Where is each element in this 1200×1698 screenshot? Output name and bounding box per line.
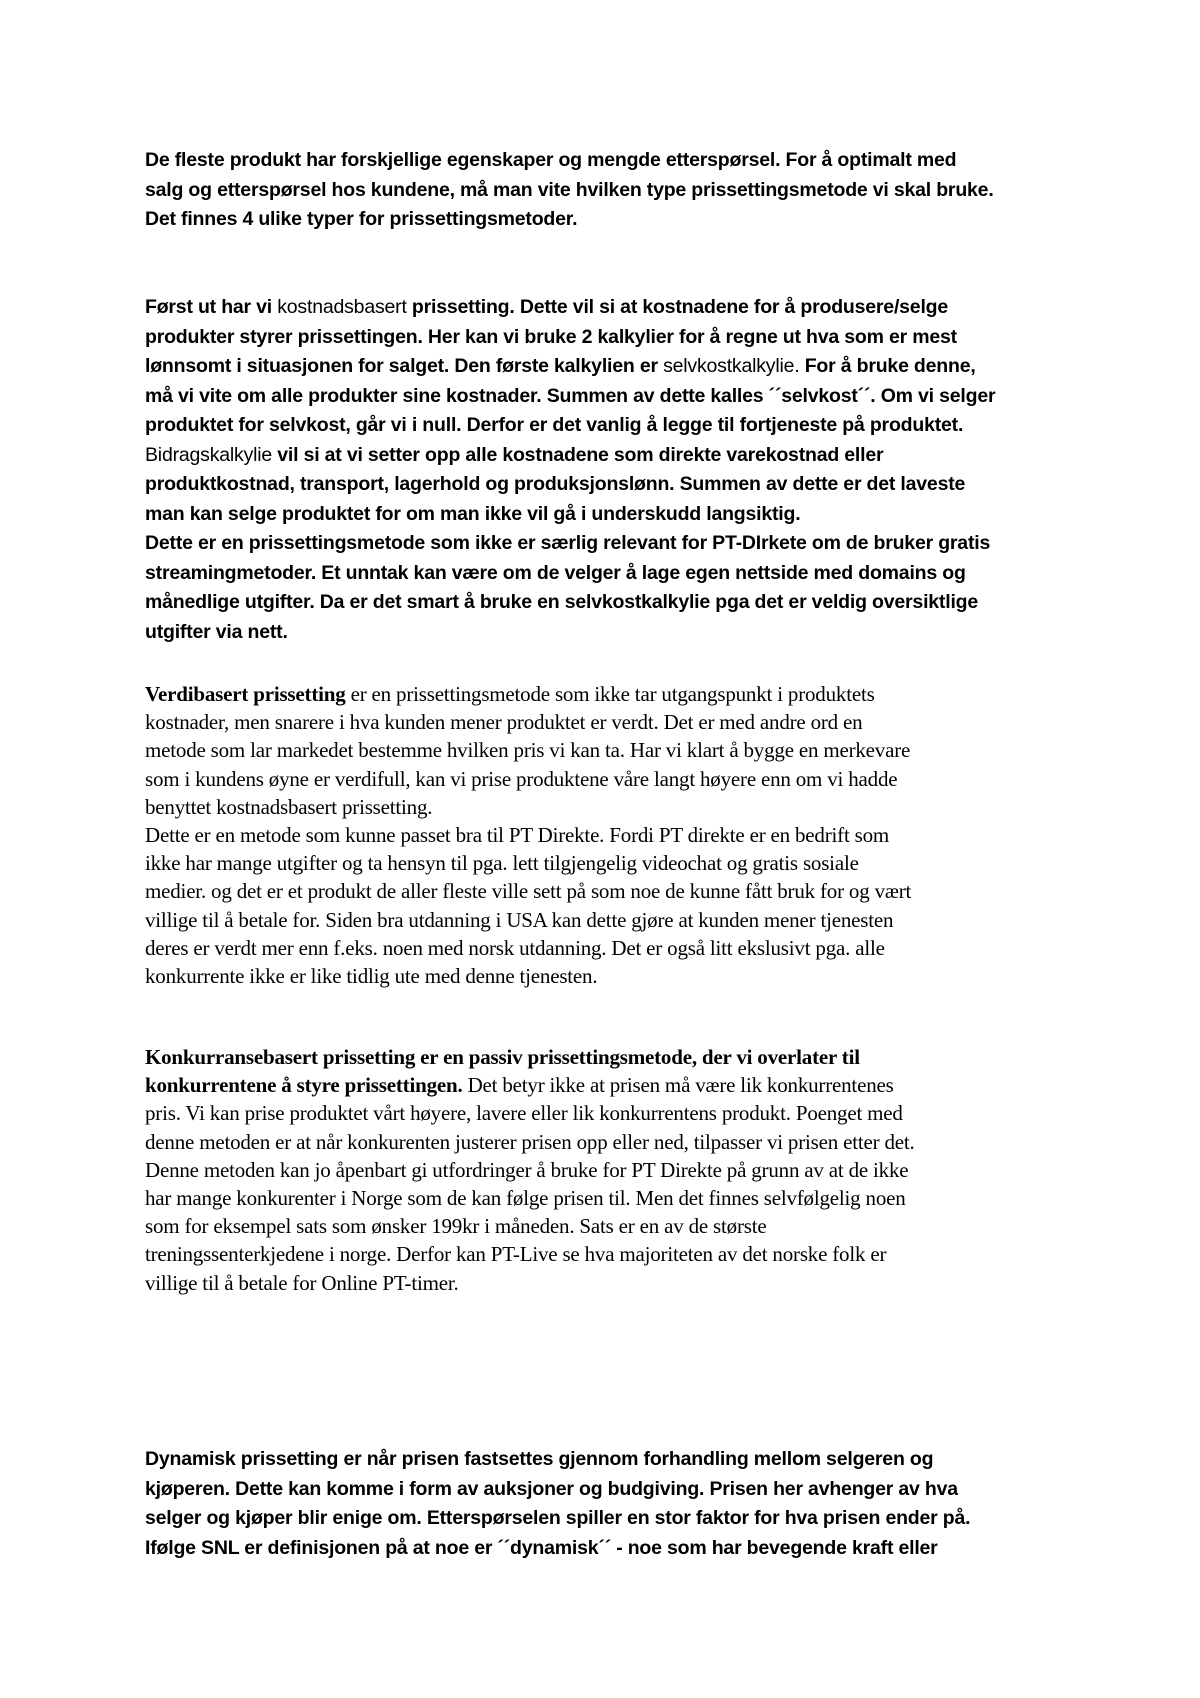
text-line: Dynamisk prissetting er når prisen fastsettes gjennom forhandling mellom selgeren og [145, 1448, 934, 1470]
text-line: deres er verdt mer enn f.eks. noen med norsk utdanning. Det er også litt ekslusivt pga. alle [145, 935, 885, 960]
text-line: kostnader, men snarere i hva kunden mener produktet er verdt. Det er med andre ord en [145, 710, 863, 735]
text-line: man kan selge produktet for om man ikke vil gå i underskudd langsiktig. [145, 502, 801, 525]
text-line: Ifølge SNL er definisjonen på at noe er ´´dynamisk´´ - noe som har bevegende kraft eller [145, 1536, 938, 1559]
term-kostnadsbasert: kostnadsbasert [277, 296, 407, 318]
term-selvkostkalkylie: selvkostkalkylie. [663, 355, 800, 377]
text-line: utgifter via nett. [145, 620, 288, 643]
text-line: produktet for selvkost, går vi i null. Derfor er det vanlig å legge til fortjeneste på produktet. [145, 414, 964, 436]
text-run: konkurrentene å styre prissettingen. [145, 1073, 463, 1098]
text-line: Denne metoden kan jo åpenbart gi utfordringer å bruke for PT Direkte på grunn av at de ikke [145, 1157, 909, 1182]
text-line: har mange konkurenter i Norge som de kan følge prisen til. Men det finnes selvfølgelig noen [145, 1186, 906, 1211]
text-line: villige til å betale for Online PT-timer. [145, 1270, 459, 1295]
text-line: Konkurransebasert prissetting er en passiv prissettingsmetode, der vi overlater til [145, 1045, 860, 1069]
text-line: kjøperen. Dette kan komme i form av auksjoner og budgiving. Prisen her avhenger av hva [145, 1477, 958, 1500]
term-verdibasert: Verdibasert prissetting [145, 682, 346, 706]
text-line: Dette er en prissettingsmetode som ikke er særlig relevant for PT-DIrkete om de bruker gratis [145, 532, 991, 554]
dynamisk-paragraph [145, 1445, 1070, 1563]
text-line: som i kundens øyne er verdifull, kan vi prise produktene våre langt høyere enn om vi hadde [145, 766, 898, 791]
text-line: pris. Vi kan prise produktet vårt høyere, lavere eller lik konkurrentens produkt. Poenget med [145, 1101, 903, 1126]
text-line: salg og etterspørsel hos kundene, må man vite hvilken type prissettingsmetode vi skal bruke. [145, 178, 994, 201]
text-line: benyttet kostnadsbasert prissetting. [145, 794, 433, 819]
text-line: denne metoden er at når konkurenten justerer prisen opp eller ned, tilpasser vi prisen etter det. [145, 1129, 915, 1154]
text-run: er en prissettingsmetode som ikke tar utgangspunkt i produktets [345, 682, 875, 706]
text-line: Dette er en metode som kunne passet bra til PT Direkte. Fordi PT direkte er en bedrift som [145, 823, 890, 848]
text-line [145, 680, 1070, 708]
text-run: Først ut har vi [145, 296, 278, 318]
text-line: ikke har mange utgifter og ta hensyn til pga. lett tilgjengelig videochat og gratis sosiale [145, 851, 859, 876]
text-run: For å bruke denne, [799, 355, 976, 377]
text-run: Det betyr ikke at prisen må være lik konkurrentenes [462, 1073, 894, 1098]
text-line: må vi vite om alle produkter sine kostnader. Summen av dette kalles ´´selvkost´´. Om vi selger [145, 384, 996, 407]
text-line: streamingmetoder. Et unntak kan være om de velger å lage egen nettside med domains og [145, 561, 966, 584]
term-bidragskalkylie: Bidragskalkylie [145, 443, 273, 466]
text-line: Det finnes 4 ulike typer for prissettingsmetoder. [145, 208, 578, 230]
kostnadsbasert-paragraph [145, 293, 1070, 647]
text-line: medier. og det er et produkt de aller fleste ville sett på som noe de kunne fått bruk for og vært [145, 879, 912, 904]
text-line: treningssenterkjedene i norge. Derfor kan PT-Live se hva majoriteten av det norske folk er [145, 1242, 887, 1267]
intro-paragraph [145, 146, 1070, 235]
text-line [145, 293, 1070, 323]
verdibasert-paragraph [145, 680, 1070, 990]
text-line [145, 1071, 1070, 1099]
text-line: produkter styrer prissettingen. Her kan vi bruke 2 kalkylier for å regne ut hva som er mest [145, 325, 957, 348]
konkurransebasert-paragraph [145, 1043, 1070, 1297]
text-line: villige til å betale for. Siden bra utdanning i USA kan dette gjøre at kunden mener tjenesten [145, 907, 894, 932]
text-line: konkurrente ikke er like tidlig ute med denne tjenesten. [145, 964, 598, 989]
text-line [145, 352, 1070, 382]
text-line: som for eksempel sats som ønsker 199kr i måneden. Sats er en av de største [145, 1214, 767, 1239]
text-line: produktkostnad, transport, lagerhold og produksjonslønn. Summen av dette er det laveste [145, 473, 966, 495]
text-line [145, 441, 1070, 471]
text-run: prissetting. Dette vil si at kostnadene for å produsere/selge [406, 296, 949, 318]
text-line: selger og kjøper blir enige om. Etterspørselen spiller en stor faktor for hva prisen ender på. [145, 1507, 971, 1529]
text-run: vil si at vi setter opp alle kostnadene som direkte varekostnad eller [272, 443, 884, 466]
text-line: De fleste produkt har forskjellige egenskaper og mengde etterspørsel. For å optimalt med [145, 149, 957, 171]
text-line: metode som lar markedet bestemme hvilken pris vi kan ta. Har vi klart å bygge en merkevare [145, 738, 911, 763]
text-run: lønnsomt i situasjonen for salget. Den første kalkylien er [145, 355, 664, 377]
text-line: månedlige utgifter. Da er det smart å bruke en selvkostkalkylie pga det er veldig oversiktlige [145, 591, 979, 613]
